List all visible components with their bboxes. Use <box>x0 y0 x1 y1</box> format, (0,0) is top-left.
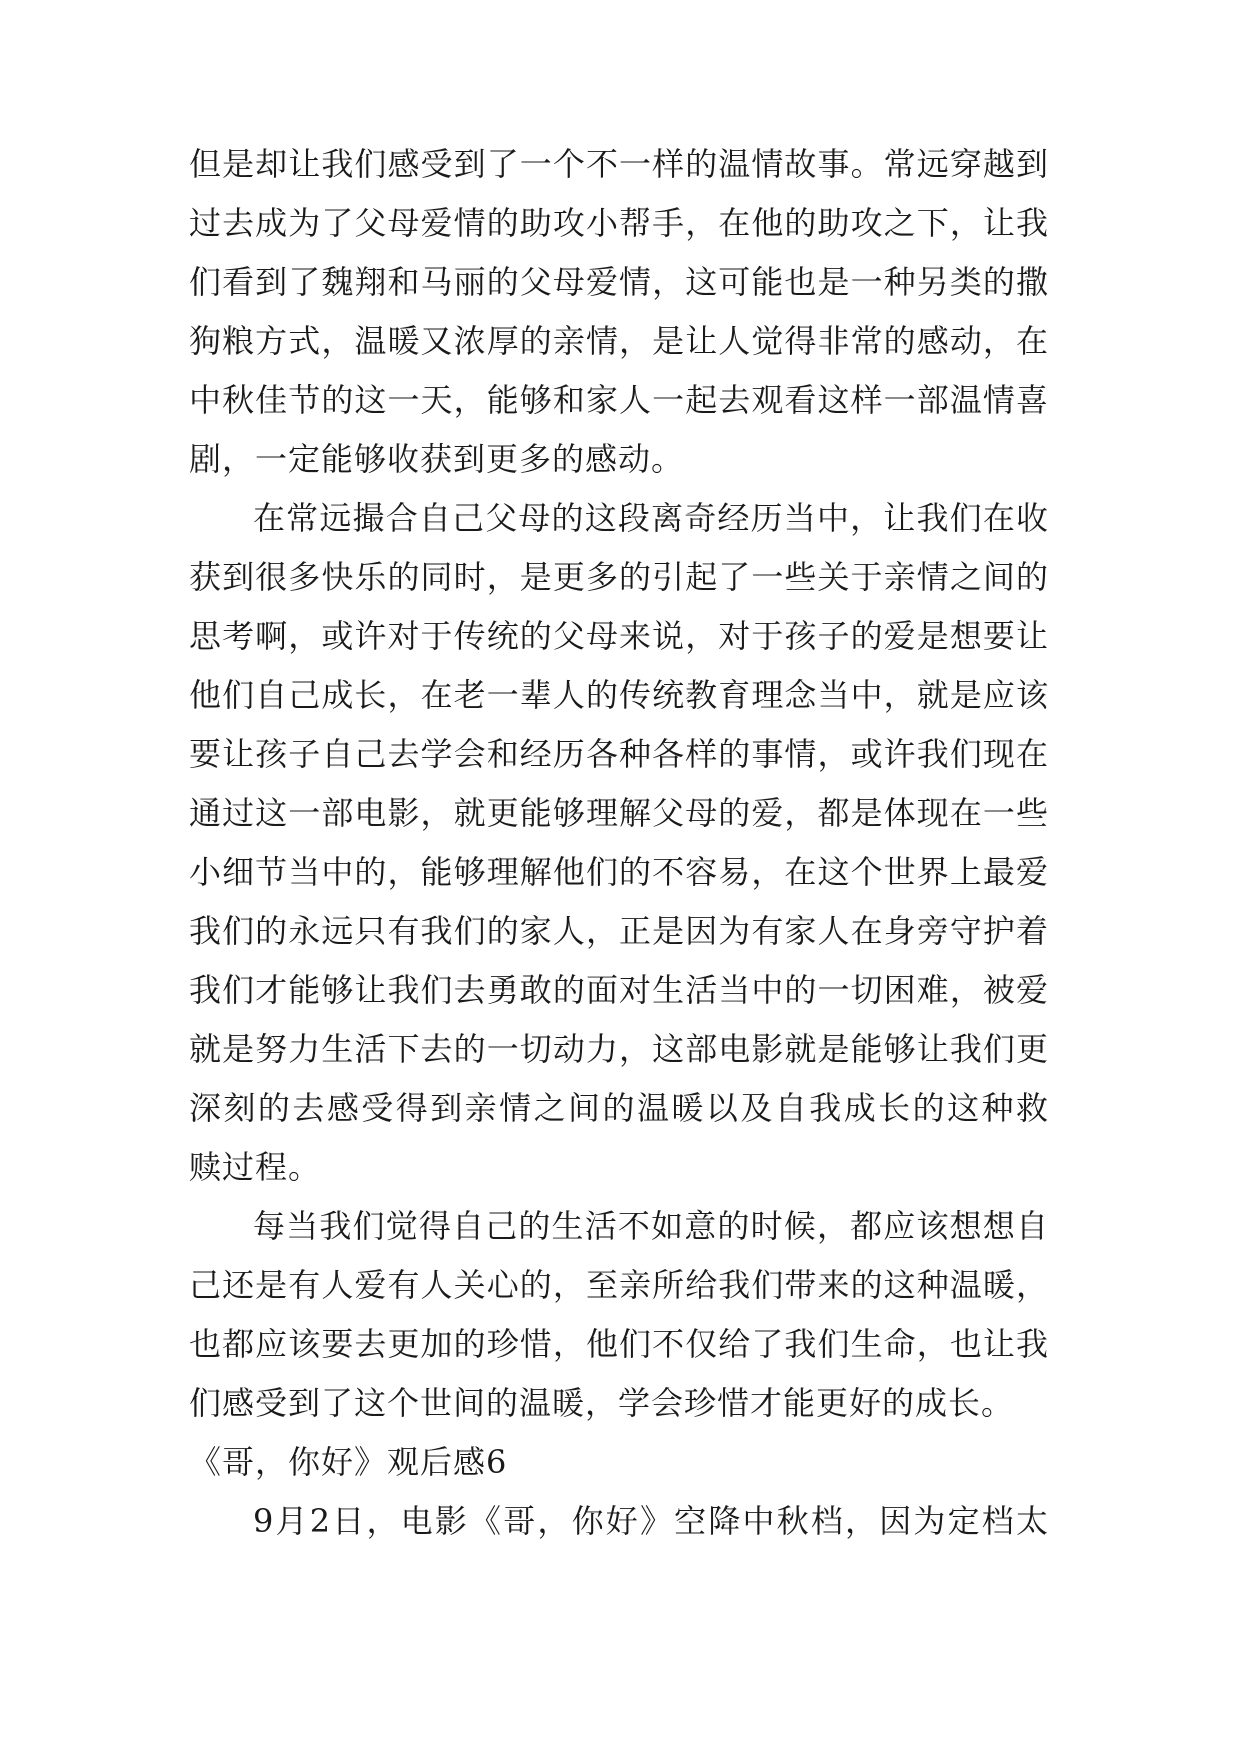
paragraph-line: 己还是有人爱有人关心的，至亲所给我们带来的这种温暖， <box>189 1266 1049 1304</box>
paragraph-line: 通过这一部电影，就更能够理解父母的爱，都是体现在一些 <box>189 794 1049 832</box>
paragraph-line: 中秋佳节的这一天，能够和家人一起去观看这样一部温情喜 <box>189 381 1049 419</box>
paragraph-line: 过去成为了父母爱情的助攻小帮手，在他的助攻之下，让我 <box>189 204 1049 242</box>
section-heading: 《哥，你好》观后感6 <box>189 1443 508 1481</box>
paragraph-line: 也都应该要去更加的珍惜，他们不仅给了我们生命，也让我 <box>189 1325 1049 1363</box>
paragraph-line: 就是努力生活下去的一切动力，这部电影就是能够让我们更 <box>189 1030 1049 1068</box>
paragraph-line: 但是却让我们感受到了一个不一样的温情故事。常远穿越到 <box>189 145 1049 183</box>
paragraph-line: 们看到了魏翔和马丽的父母爱情，这可能也是一种另类的撒 <box>189 263 1049 301</box>
paragraph-line: 每当我们觉得自己的生活不如意的时候，都应该想想自 <box>253 1207 1049 1245</box>
paragraph-line: 们感受到了这个世间的温暖，学会珍惜才能更好的成长。 <box>189 1384 1015 1422</box>
paragraph-line: 9月2日，电影《哥，你好》空降中秋档，因为定档太 <box>253 1502 1049 1540</box>
paragraph-line: 赎过程。 <box>189 1148 322 1186</box>
paragraph-line: 思考啊，或许对于传统的父母来说，对于孩子的爱是想要让 <box>189 617 1049 655</box>
paragraph-line: 获到很多快乐的同时，是更多的引起了一些关于亲情之间的 <box>189 558 1049 596</box>
paragraph-line: 深刻的去感受得到亲情之间的温暖以及自我成长的这种救 <box>189 1089 1049 1127</box>
paragraph-line: 我们的永远只有我们的家人，正是因为有家人在身旁守护着 <box>189 912 1049 950</box>
paragraph-line: 剧，一定能够收获到更多的感动。 <box>189 440 685 478</box>
paragraph-line: 小细节当中的，能够理解他们的不容易，在这个世界上最爱 <box>189 853 1049 891</box>
paragraph-line: 他们自己成长，在老一辈人的传统教育理念当中，就是应该 <box>189 676 1049 714</box>
paragraph-line: 在常远撮合自己父母的这段离奇经历当中，让我们在收 <box>253 499 1049 537</box>
paragraph-line: 狗粮方式，温暖又浓厚的亲情，是让人觉得非常的感动，在 <box>189 322 1049 360</box>
paragraph-line: 要让孩子自己去学会和经历各种各样的事情，或许我们现在 <box>189 735 1049 773</box>
paragraph-line: 我们才能够让我们去勇敢的面对生活当中的一切困难，被爱 <box>189 971 1049 1009</box>
